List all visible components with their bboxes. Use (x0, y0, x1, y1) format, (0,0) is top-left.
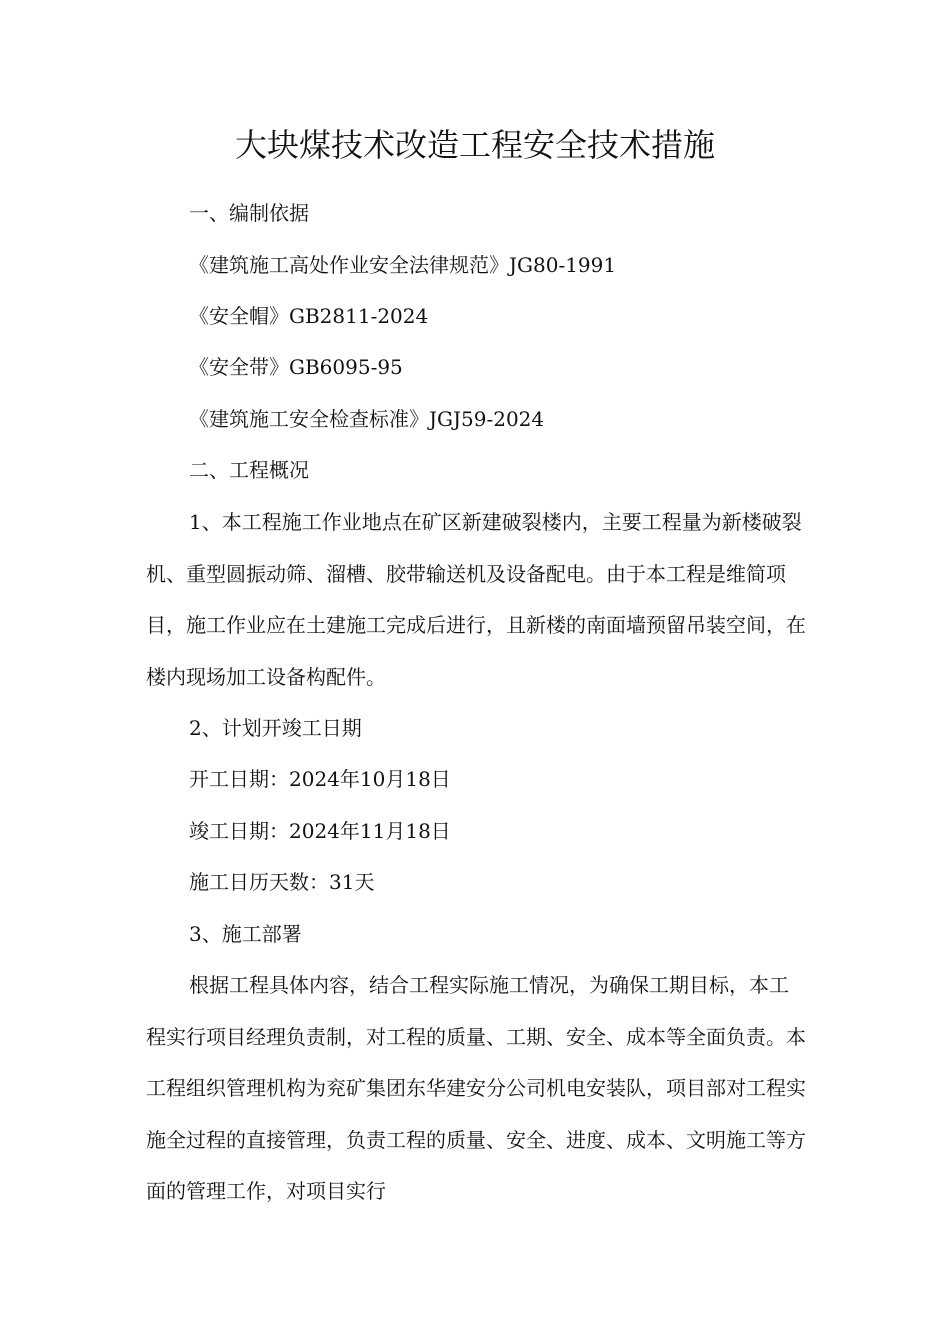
document-title: 大块煤技术改造工程安全技术措施 (234, 126, 715, 164)
subheading-deployment: 3、施工部署 (189, 922, 302, 946)
subheading-schedule: 2、计划开竣工日期 (189, 716, 362, 740)
calendar-days-line: 施工日历天数：31天 (189, 870, 375, 894)
body-paragraph: 1、本工程施工作业地点在矿区新建破裂楼内，主要工程量为新楼破裂机、重型圆振动筛、溜槽、胶带输送机及设备配电。由于本工程是维简项目，施工作业应在土建施工完成后进行，且新楼的南面墙预留吊装空间，在楼内现场加工设备构配件。 (146, 510, 806, 689)
body-paragraph: 根据工程具体内容，结合工程实际施工情况，为确保工期目标，本工程实行项目经理负责制，对工程的质量、工期、安全、成本等全面负责。本工程组织管理机构为兖矿集团东华建安分公司机电安装队，项目部对工程实施全过程的直接管理，负责工程的质量、安全、进度、成本、文明施工等方面的管理工作，对项目实行 (146, 973, 806, 1203)
reference-item: 《建筑施工安全检查标准》JGJ59-2024 (189, 407, 545, 431)
section-heading-basis: 一、编制依据 (189, 201, 309, 225)
start-date-line: 开工日期：2024年10月18日 (189, 767, 451, 791)
reference-item: 《安全帽》GB2811-2024 (189, 304, 429, 328)
reference-item: 《安全带》GB6095-95 (189, 355, 403, 379)
section-heading-overview: 二、工程概况 (189, 458, 309, 482)
completion-date-line: 竣工日期：2024年11月18日 (189, 819, 451, 843)
reference-item: 《建筑施工高处作业安全法律规范》JG80-1991 (189, 253, 617, 277)
